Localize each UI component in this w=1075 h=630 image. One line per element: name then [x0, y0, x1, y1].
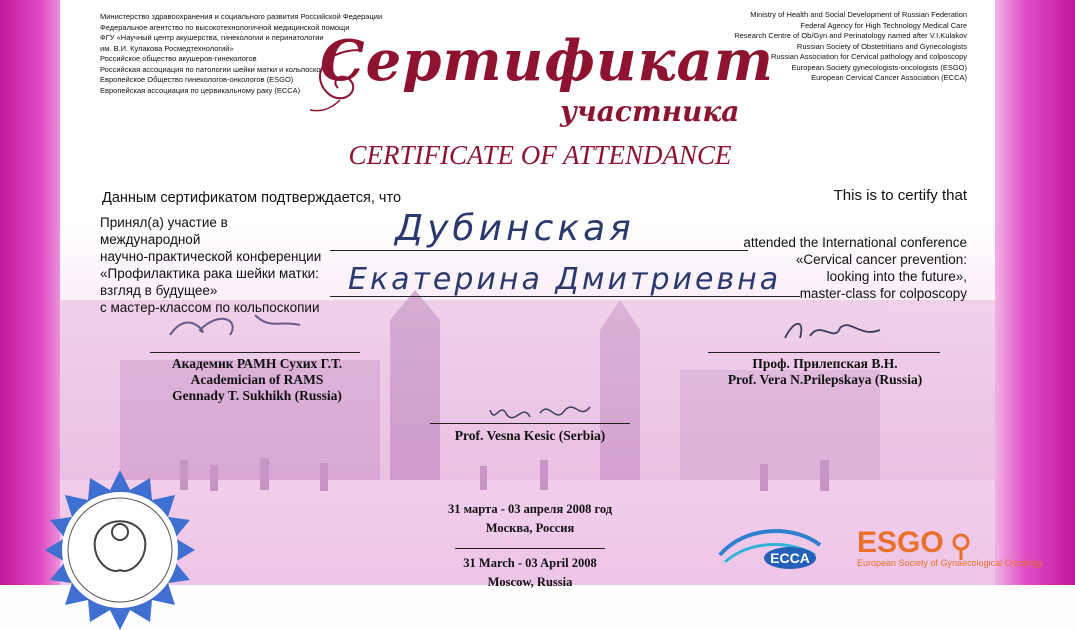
- certify-text-english: This is to certify that: [833, 187, 967, 204]
- attendance-line: взгляд в будущее»: [100, 283, 218, 298]
- issuer-line: Европейское Общество гинекологов-онкологов (ESGO): [100, 75, 294, 84]
- signatory-line: Academician of RAMS: [190, 372, 324, 387]
- event-place: Moscow, Russia: [487, 575, 573, 589]
- signature-line: [430, 423, 630, 424]
- attendance-line: научно-практической конференции: [100, 249, 322, 264]
- ecca-logo: [715, 520, 825, 575]
- attendance-line: «Профилактика рака шейки матки:: [100, 266, 319, 281]
- signatory-kesic: [420, 428, 640, 444]
- issuer-line: Russian Society of Obstetritians and Gynecologists: [796, 41, 967, 51]
- issuer-line: Ministry of Health and Social Development of Russian Federation: [750, 10, 967, 19]
- esgo-logo: [855, 520, 1043, 585]
- issuer-line: Европейская ассоциация по цервикальному раку (ECCA): [100, 85, 301, 95]
- attendance-line: master-class for colposcopy: [799, 286, 967, 301]
- date-divider: [455, 548, 605, 549]
- certify-text-russian: Данным сертификатом подтверждается, что: [102, 190, 402, 206]
- esgo-logo-text: ESGO: [857, 526, 944, 559]
- issuer-line: Federal Agency for High Technology Medical Care: [800, 20, 967, 30]
- event-place: Москва, Россия: [485, 521, 575, 535]
- event-dates: 31 марта - 03 апреля 2008 год: [447, 502, 613, 516]
- signature-prilepskaya: [780, 308, 890, 353]
- society-medal-seal-icon: [40, 470, 200, 630]
- signatory-prilepskaya: [705, 356, 945, 388]
- ecca-logo-text: ECCA: [770, 550, 810, 566]
- attendance-line: attended the International conference: [743, 235, 967, 250]
- signatory-line: Академик РАМН Сухих Г.Т.: [171, 356, 343, 371]
- event-dates-russian: [380, 500, 680, 538]
- issuer-line: Министерство здравоохранения и социального развития Российской Федерации: [100, 12, 383, 21]
- issuer-line: Российское общество акушеров-гинекологов: [100, 54, 257, 63]
- participant-given-names: Екатерина Дмитриевна: [348, 262, 782, 297]
- participant-surname: Дубинская: [395, 208, 635, 249]
- signatory-line: Prof. Vesna Kesic (Serbia): [454, 428, 606, 443]
- esgo-logo-subtitle: European Society of Gynaecological Oncology: [857, 558, 1043, 568]
- right-decorative-border: [985, 0, 1075, 585]
- certificate-subtitle-russian: участника: [560, 95, 740, 128]
- issuer-line: Федеральное агентство по высокотехнологичной медицинской помощи: [100, 22, 350, 32]
- event-dates-english: [380, 554, 680, 592]
- signature-line: [150, 352, 360, 353]
- issuer-line: ФГУ «Научный центр акушерства, гинекологии и перинатологии: [100, 33, 324, 42]
- signature-line: [708, 352, 940, 353]
- signatory-line: Проф. Прилепская В.Н.: [752, 356, 898, 371]
- issuer-line: Russian Association for Cervical pathology and colposcopy: [771, 52, 967, 61]
- signatory-line: Prof. Vera N.Prilepskaya (Russia): [727, 372, 923, 387]
- attendance-line: «Cervical cancer prevention:: [795, 252, 967, 267]
- issuer-line: им. В.И. Кулакова Росмедтехнологий»: [100, 43, 234, 53]
- issuer-line: Research Centre of Ob/Gyn and Perinatology named after V.I.Kulakov: [734, 31, 967, 40]
- issuer-line: European Cervical Cancer Association (ECCA): [811, 73, 967, 82]
- signature-sukhikh: [160, 300, 310, 350]
- attendance-line: с мастер-классом по кольпоскопии: [100, 300, 320, 315]
- signatory-line: Gennady T. Sukhikh (Russia): [172, 388, 342, 403]
- event-dates: 31 March - 03 April 2008: [463, 556, 597, 570]
- signatory-sukhikh: [152, 356, 362, 404]
- certificate-title-english: CERTIFICATE OF ATTENDANCE: [348, 140, 732, 170]
- issuer-line: European Society gynecologists-oncologists (ESGO): [791, 62, 967, 72]
- attendance-line: Принял(а) участие в международной: [100, 215, 228, 247]
- signature-kesic: [485, 395, 595, 430]
- issuer-line: Российская ассоциация по патологии шейки матки и кольпоскопии: [100, 64, 333, 74]
- certificate-title-russian: Сертификат: [320, 28, 774, 94]
- name-underline: [330, 250, 748, 251]
- attendance-line: looking into the future»,: [826, 269, 967, 284]
